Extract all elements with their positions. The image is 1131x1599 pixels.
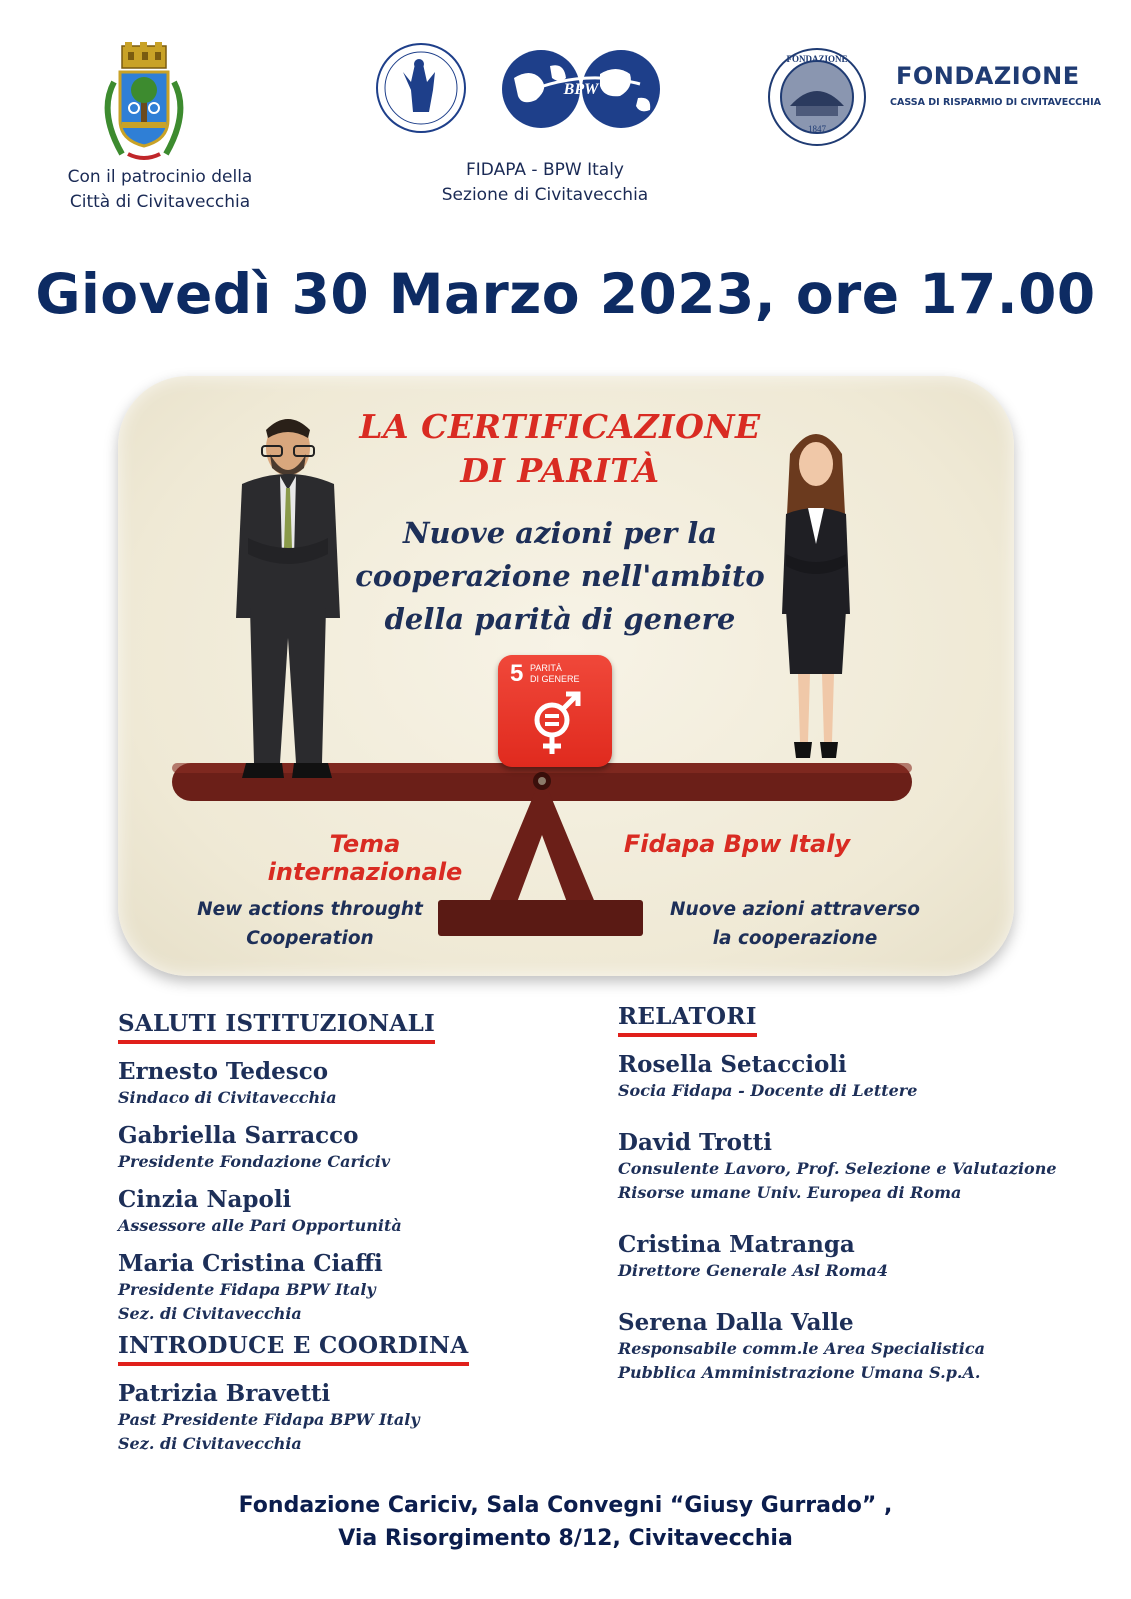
list-item bbox=[118, 1186, 578, 1238]
fondazione-seal-logo bbox=[766, 46, 868, 148]
list-item bbox=[618, 1309, 1098, 1385]
fondazione-name: FONDAZIONE bbox=[896, 62, 1080, 90]
motto-english-line-1: New actions throught bbox=[197, 899, 423, 920]
person-name: David Trotti bbox=[618, 1129, 772, 1156]
panel-subtitle-line-2: cooperazione nell'ambito bbox=[355, 559, 765, 593]
person-role: Direttore Generale Asl Roma4 bbox=[618, 1261, 888, 1280]
person-role: Socia Fidapa - Docente di Lettere bbox=[618, 1081, 918, 1100]
bpw-logo-text: BPW bbox=[563, 81, 599, 98]
list-item bbox=[118, 1058, 578, 1110]
person-role: Responsabile comm.le Area Specialistica Pubblica Amministrazione Umana S.p.A. bbox=[618, 1339, 985, 1382]
person-name: Rosella Setaccioli bbox=[618, 1051, 847, 1078]
bpw-globes-logo bbox=[500, 48, 662, 130]
sdg5-label-line-1: PARITÀ bbox=[530, 663, 562, 673]
fidapa-line-2: Sezione di Civitavecchia bbox=[441, 185, 649, 205]
list-item bbox=[618, 1129, 1098, 1205]
person-role: Sindaco di Civitavecchia bbox=[118, 1088, 337, 1107]
person-role: Consulente Lavoro, Prof. Selezione e Valutazione Risorse umane Univ. Europea di Roma bbox=[618, 1159, 1057, 1202]
right-column bbox=[618, 1003, 1098, 1411]
panel-title-line-1: LA CERTIFICAZIONE bbox=[359, 407, 761, 446]
motto-italian bbox=[665, 895, 925, 953]
fondazione-seal-year: 1847 bbox=[808, 124, 826, 134]
venue-line-1: Fondazione Cariciv, Sala Convegni “Giusy Gurrado” , bbox=[238, 1493, 893, 1518]
person-name: Ernesto Tedesco bbox=[118, 1058, 329, 1085]
man-figure bbox=[232, 408, 344, 783]
saluti-title: SALUTI ISTITUZIONALI bbox=[118, 1010, 435, 1044]
panel-subtitle-line-1: Nuove azioni per la bbox=[402, 516, 718, 550]
person-name: Cristina Matranga bbox=[618, 1231, 855, 1258]
person-role: Assessore alle Pari Opportunità bbox=[118, 1216, 402, 1235]
event-date-time: Giovedì 30 Marzo 2023, ore 17.00 bbox=[35, 262, 1096, 326]
venue-line-2: Via Risorgimento 8/12, Civitavecchia bbox=[338, 1526, 793, 1551]
list-item bbox=[618, 1231, 1098, 1283]
person-name: Maria Cristina Ciaffi bbox=[118, 1250, 383, 1277]
theme-international: Tema internazionale bbox=[267, 830, 463, 886]
fidapa-line-1: FIDAPA - BPW Italy bbox=[466, 160, 624, 180]
motto-italian-line-2: la cooperazione bbox=[712, 928, 878, 949]
list-item bbox=[618, 1051, 1098, 1103]
panel-title-line-2: DI PARITÀ bbox=[460, 451, 660, 490]
gender-equality-icon bbox=[528, 690, 584, 758]
person-name: Serena Dalla Valle bbox=[618, 1309, 854, 1336]
person-role: Presidente Fidapa BPW Italy Sez. di Civitavecchia bbox=[118, 1280, 376, 1323]
woman-figure bbox=[776, 424, 856, 764]
motto-english bbox=[185, 895, 435, 953]
fidapa-logo bbox=[375, 42, 467, 134]
patronage-caption bbox=[40, 165, 280, 215]
person-name: Cinzia Napoli bbox=[118, 1186, 292, 1213]
list-item bbox=[118, 1380, 578, 1456]
city-coat-of-arms-logo bbox=[92, 42, 196, 164]
theme-fidapa: Fidapa Bpw Italy bbox=[623, 830, 851, 858]
patronage-line-1: Con il patrocinio della bbox=[67, 167, 253, 187]
panel-title bbox=[340, 405, 780, 493]
panel-subtitle-line-3: della parità di genere bbox=[384, 602, 736, 636]
left-column bbox=[118, 1010, 578, 1468]
panel-subtitle bbox=[340, 512, 780, 641]
fondazione-subtitle: CASSA DI RISPARMIO DI CIVITAVECCHIA bbox=[890, 97, 1101, 108]
motto-italian-line-1: Nuove azioni attraverso bbox=[670, 899, 920, 920]
motto-english-line-2: Cooperation bbox=[246, 928, 374, 949]
venue-address bbox=[0, 1489, 1131, 1555]
person-name: Gabriella Sarracco bbox=[118, 1122, 359, 1149]
fondazione-seal-text: FONDAZIONE bbox=[786, 54, 848, 64]
relatori-title: RELATORI bbox=[618, 1003, 757, 1037]
sdg5-label bbox=[530, 663, 600, 685]
patronage-line-2: Città di Civitavecchia bbox=[69, 192, 251, 212]
person-role: Past Presidente Fidapa BPW Italy Sez. di Civitavecchia bbox=[118, 1410, 420, 1453]
person-name: Patrizia Bravetti bbox=[118, 1380, 331, 1407]
list-item bbox=[118, 1250, 578, 1326]
sdg5-label-line-2: DI GENERE bbox=[530, 674, 580, 684]
list-item bbox=[118, 1122, 578, 1174]
introduce-title: INTRODUCE E COORDINA bbox=[118, 1332, 469, 1366]
person-role: Presidente Fondazione Cariciv bbox=[118, 1152, 391, 1171]
sdg5-number: 5 bbox=[510, 660, 524, 687]
fidapa-caption bbox=[415, 158, 675, 208]
